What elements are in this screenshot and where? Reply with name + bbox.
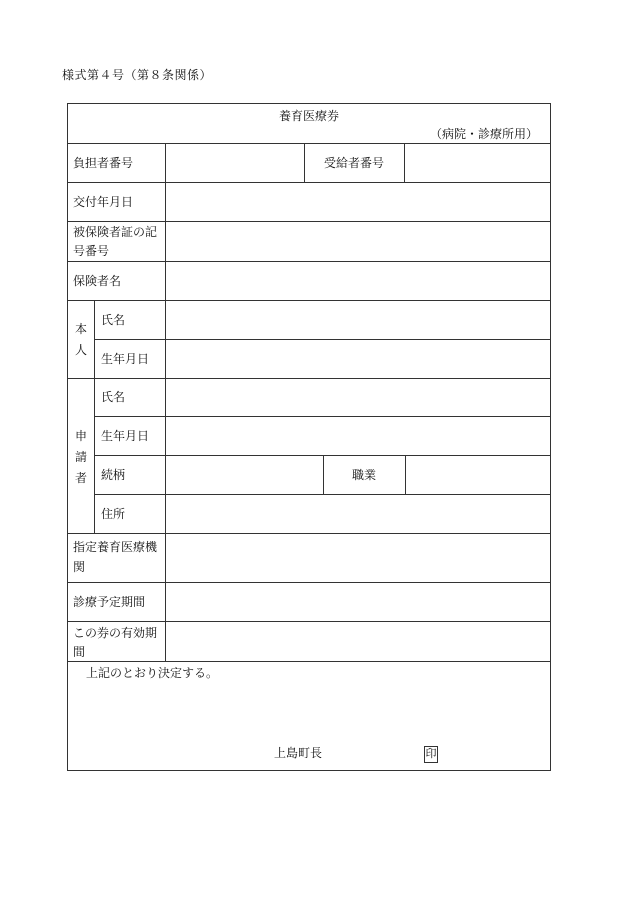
group-label-person — [74, 319, 88, 361]
group-label-char: 人 — [74, 343, 87, 357]
label-recipient-number: 受給者番号 — [324, 156, 385, 170]
label-burden-number: 負担者番号 — [73, 156, 134, 170]
form-title: 養育医療券 — [278, 109, 339, 123]
group-column-divider — [94, 300, 95, 533]
row-divider — [68, 661, 550, 662]
label-scheduled-period: 診療予定期間 — [73, 595, 146, 609]
mayor-signature: 上島町長 — [274, 746, 323, 760]
label-applicant-birth-date: 生年月日 — [101, 429, 150, 443]
row-divider — [68, 621, 550, 622]
label-applicant-address: 住所 — [101, 507, 126, 521]
label-column-divider — [165, 143, 166, 661]
label-designated-institution-line1: 指定養育医療機 — [73, 540, 158, 554]
label-insurer-name: 保険者名 — [73, 274, 122, 288]
column-divider — [304, 143, 305, 182]
label-designated-institution-line2: 関 — [73, 560, 86, 574]
group-label-char: 申 — [74, 429, 87, 443]
group-label-char: 請 — [74, 450, 87, 464]
group-label-char: 者 — [74, 471, 87, 485]
label-issue-date: 交付年月日 — [73, 195, 134, 209]
label-validity-line2: 間 — [73, 645, 86, 659]
label-insured-card-line1: 被保険者証の記 — [73, 225, 158, 239]
row-divider — [94, 455, 550, 456]
form-subtitle: （病院・診療所用） — [429, 127, 538, 141]
group-label-applicant — [74, 426, 88, 489]
decision-text: 上記のとおり決定する。 — [86, 666, 219, 680]
label-validity-line1: この券の有効期 — [73, 626, 158, 640]
label-person-birth-date: 生年月日 — [101, 352, 150, 366]
label-applicant-occupation: 職業 — [352, 468, 377, 482]
column-divider — [323, 455, 324, 494]
medical-voucher-form — [67, 103, 551, 771]
row-divider — [68, 182, 550, 183]
column-divider — [404, 143, 405, 182]
row-divider — [68, 261, 550, 262]
row-divider — [68, 378, 550, 379]
row-divider — [94, 339, 550, 340]
row-divider — [94, 416, 550, 417]
label-applicant-name: 氏名 — [101, 390, 126, 404]
row-divider — [68, 533, 550, 534]
form-number: 様式第４号（第８条関係） — [62, 68, 213, 82]
label-person-name: 氏名 — [101, 313, 126, 327]
row-divider — [68, 582, 550, 583]
group-label-char: 本 — [74, 322, 87, 336]
column-divider — [405, 455, 406, 494]
label-applicant-relationship: 続柄 — [101, 468, 126, 482]
seal-stamp: 印 — [424, 746, 438, 763]
row-divider — [68, 300, 550, 301]
label-insured-card-line2: 号番号 — [73, 244, 110, 258]
row-divider — [94, 494, 550, 495]
